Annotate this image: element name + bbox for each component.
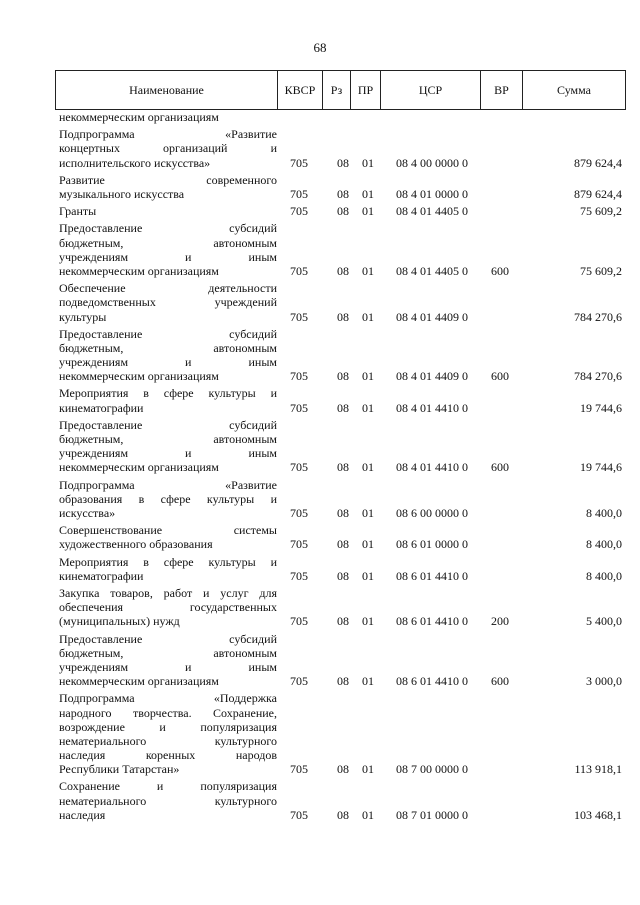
row-name-line: учреждениям и иным [59, 659, 277, 674]
row-csr: 08 6 01 0000 0 [396, 537, 468, 552]
table-row [55, 523, 625, 551]
row-csr: 08 6 01 4410 0 [396, 614, 468, 629]
table-row [55, 779, 625, 822]
row-name-line: некоммерческим организациям [59, 369, 219, 384]
row-kvsr: 705 [290, 614, 308, 629]
row-name [55, 418, 277, 475]
row-name-line: Развитие современного [59, 172, 277, 187]
row-csr: 08 4 01 4409 0 [396, 369, 468, 384]
row-rz: 08 [337, 674, 349, 689]
table-row [55, 327, 625, 384]
row-name [55, 221, 277, 278]
row-kvsr: 705 [290, 155, 308, 170]
row-vr: 600 [491, 674, 509, 689]
row-kvsr: 705 [290, 506, 308, 521]
row-name-line: некоммерческим организациям [59, 460, 219, 475]
row-csr: 08 4 01 4410 0 [396, 460, 468, 475]
row-name-line: кинематографии [59, 568, 144, 583]
row-name-line: Подпрограмма «Поддержка [59, 691, 277, 706]
row-rz: 08 [337, 614, 349, 629]
row-name-line: учреждениям и иным [59, 249, 277, 264]
row-kvsr: 705 [290, 186, 308, 201]
row-rz: 08 [337, 568, 349, 583]
row-name-line: некоммерческим организациям [59, 263, 219, 278]
row-csr: 08 4 01 4405 0 [396, 204, 468, 219]
table-row [55, 691, 625, 776]
row-name-line: наследия [59, 807, 106, 822]
row-name-line: Совершенствование системы [59, 523, 277, 538]
row-vr: 600 [491, 460, 509, 475]
row-name-line: Сохранение и популяризация [59, 779, 277, 794]
row-rz: 08 [337, 263, 349, 278]
row-sum: 8 400,0 [586, 537, 622, 552]
table-header [55, 70, 626, 110]
row-csr: 08 6 01 4410 0 [396, 674, 468, 689]
row-sum: 879 624,4 [574, 186, 622, 201]
row-kvsr: 705 [290, 537, 308, 552]
row-sum: 75 609,2 [580, 263, 622, 278]
row-name-line: Обеспечение деятельности [59, 281, 277, 296]
row-rz: 08 [337, 460, 349, 475]
row-gap [55, 822, 625, 825]
row-name-line: Республики Татарстан» [59, 762, 180, 777]
table-row [55, 221, 625, 278]
row-name-line: учреждениям и иным [59, 446, 277, 461]
row-name-line: возрождение и популяризация [59, 719, 277, 734]
row-pr: 01 [362, 309, 374, 324]
row-sum: 879 624,4 [574, 155, 622, 170]
row-rz: 08 [337, 762, 349, 777]
row-name-line: культуры [59, 309, 107, 324]
row-name [55, 204, 277, 218]
row-sum: 103 468,1 [574, 807, 622, 822]
row-sum: 75 609,2 [580, 204, 622, 219]
row-pr: 01 [362, 204, 374, 219]
row-name-line: бюджетным, автономным [59, 340, 277, 355]
table-row [55, 632, 625, 689]
row-name-line: нематериального культурного [59, 793, 277, 808]
row-rz: 08 [337, 807, 349, 822]
table-row [55, 110, 625, 124]
table-row [55, 281, 625, 324]
row-name-line: подведомственных учреждений [59, 295, 277, 310]
row-csr: 08 7 01 0000 0 [396, 807, 468, 822]
row-pr: 01 [362, 460, 374, 475]
table-row [55, 173, 625, 201]
row-name-line: Предоставление субсидий [59, 221, 277, 236]
row-csr: 08 4 01 4409 0 [396, 309, 468, 324]
row-name-line: учреждениям и иным [59, 355, 277, 370]
row-rz: 08 [337, 309, 349, 324]
row-name-line: обеспечения государственных [59, 600, 277, 615]
row-rz: 08 [337, 155, 349, 170]
row-name-line: некоммерческим организациям [59, 674, 219, 689]
row-rz: 08 [337, 537, 349, 552]
row-rz: 08 [337, 204, 349, 219]
row-name-line: Подпрограмма «Развитие [59, 127, 277, 142]
row-rz: 08 [337, 369, 349, 384]
row-name [55, 127, 277, 170]
row-csr: 08 7 00 0000 0 [396, 762, 468, 777]
row-sum: 3 000,0 [586, 674, 622, 689]
row-rz: 08 [337, 400, 349, 415]
row-pr: 01 [362, 155, 374, 170]
table-row [55, 386, 625, 414]
row-vr: 200 [491, 614, 509, 629]
row-name-line: кинематографии [59, 400, 144, 415]
row-name [55, 523, 277, 551]
row-kvsr: 705 [290, 807, 308, 822]
row-kvsr: 705 [290, 263, 308, 278]
row-name [55, 555, 277, 583]
row-sum: 8 400,0 [586, 506, 622, 521]
row-kvsr: 705 [290, 762, 308, 777]
row-csr: 08 4 01 4410 0 [396, 400, 468, 415]
row-sum: 784 270,6 [574, 369, 622, 384]
table-row [55, 555, 625, 583]
row-vr: 600 [491, 369, 509, 384]
row-name-line: Мероприятия в сфере культуры и [59, 386, 277, 401]
row-pr: 01 [362, 263, 374, 278]
row-kvsr: 705 [290, 460, 308, 475]
row-name [55, 386, 277, 414]
row-pr: 01 [362, 614, 374, 629]
row-name-line: образования в сфере культуры и [59, 491, 277, 506]
row-sum: 8 400,0 [586, 568, 622, 583]
row-csr: 08 6 01 4410 0 [396, 568, 468, 583]
column-header-kvsr: КВСР [278, 71, 323, 110]
row-pr: 01 [362, 762, 374, 777]
page-number: 68 [313, 40, 327, 55]
row-pr: 01 [362, 807, 374, 822]
row-pr: 01 [362, 674, 374, 689]
row-name-line: искусства» [59, 506, 116, 521]
row-csr: 08 4 01 4405 0 [396, 263, 468, 278]
row-name-line: Мероприятия в сфере культуры и [59, 554, 277, 569]
row-name-line: художественного образования [59, 537, 213, 552]
column-header-sum: Сумма [523, 71, 626, 110]
row-name [55, 327, 277, 384]
row-pr: 01 [362, 537, 374, 552]
row-sum: 19 744,6 [580, 400, 622, 415]
row-name [55, 779, 277, 822]
row-name [55, 691, 277, 776]
row-name-line: Подпрограмма «Развитие [59, 477, 277, 492]
row-name-line: музыкального искусства [59, 186, 185, 201]
row-pr: 01 [362, 400, 374, 415]
row-name-line: (муниципальных) нужд [59, 614, 180, 629]
table-row [55, 586, 625, 629]
row-name-line: исполнительского искусства» [59, 155, 211, 170]
column-header-vr: ВР [481, 71, 523, 110]
column-header-csr: ЦСР [381, 71, 481, 110]
row-name [55, 110, 277, 124]
column-header-name: Наименование [56, 71, 278, 110]
row-name-line: концертных организаций и [59, 141, 277, 156]
row-kvsr: 705 [290, 369, 308, 384]
row-csr: 08 6 00 0000 0 [396, 506, 468, 521]
table-row [55, 204, 625, 218]
row-name-line: бюджетным, автономным [59, 235, 277, 250]
row-rz: 08 [337, 506, 349, 521]
row-pr: 01 [362, 568, 374, 583]
row-name-line: Закупка товаров, работ и услуг для [59, 586, 277, 600]
row-pr: 01 [362, 369, 374, 384]
row-kvsr: 705 [290, 568, 308, 583]
column-header-rz: Рз [323, 71, 351, 110]
row-name [55, 281, 277, 324]
row-name-line: бюджетным, автономным [59, 432, 277, 447]
row-sum: 784 270,6 [574, 309, 622, 324]
row-rz: 08 [337, 186, 349, 201]
row-name-line: народного творчества. Сохранение, [59, 705, 277, 720]
table-row [55, 478, 625, 521]
row-name [55, 173, 277, 201]
column-header-pr: ПР [351, 71, 381, 110]
row-kvsr: 705 [290, 400, 308, 415]
row-kvsr: 705 [290, 309, 308, 324]
row-name-line: Предоставление субсидий [59, 326, 277, 341]
row-name-line: бюджетным, автономным [59, 645, 277, 660]
row-name [55, 632, 277, 689]
row-name-line: наследия коренных народов [59, 748, 277, 763]
row-name [55, 586, 277, 629]
table-row [55, 418, 625, 475]
row-name [55, 478, 277, 521]
row-csr: 08 4 00 0000 0 [396, 155, 468, 170]
row-name-line: Предоставление субсидий [59, 417, 277, 432]
row-name-line: нематериального культурного [59, 733, 277, 748]
row-csr: 08 4 01 0000 0 [396, 186, 468, 201]
row-kvsr: 705 [290, 204, 308, 219]
row-pr: 01 [362, 506, 374, 521]
budget-table-body [55, 110, 625, 825]
row-sum: 5 400,0 [586, 614, 622, 629]
row-kvsr: 705 [290, 674, 308, 689]
row-name-line: Гранты [59, 204, 97, 219]
row-sum: 113 918,1 [574, 762, 622, 777]
table-row [55, 127, 625, 170]
row-name-line: Предоставление субсидий [59, 631, 277, 646]
row-sum: 19 744,6 [580, 460, 622, 475]
row-pr: 01 [362, 186, 374, 201]
row-name-line: некоммерческим организациям [59, 110, 219, 124]
row-vr: 600 [491, 263, 509, 278]
